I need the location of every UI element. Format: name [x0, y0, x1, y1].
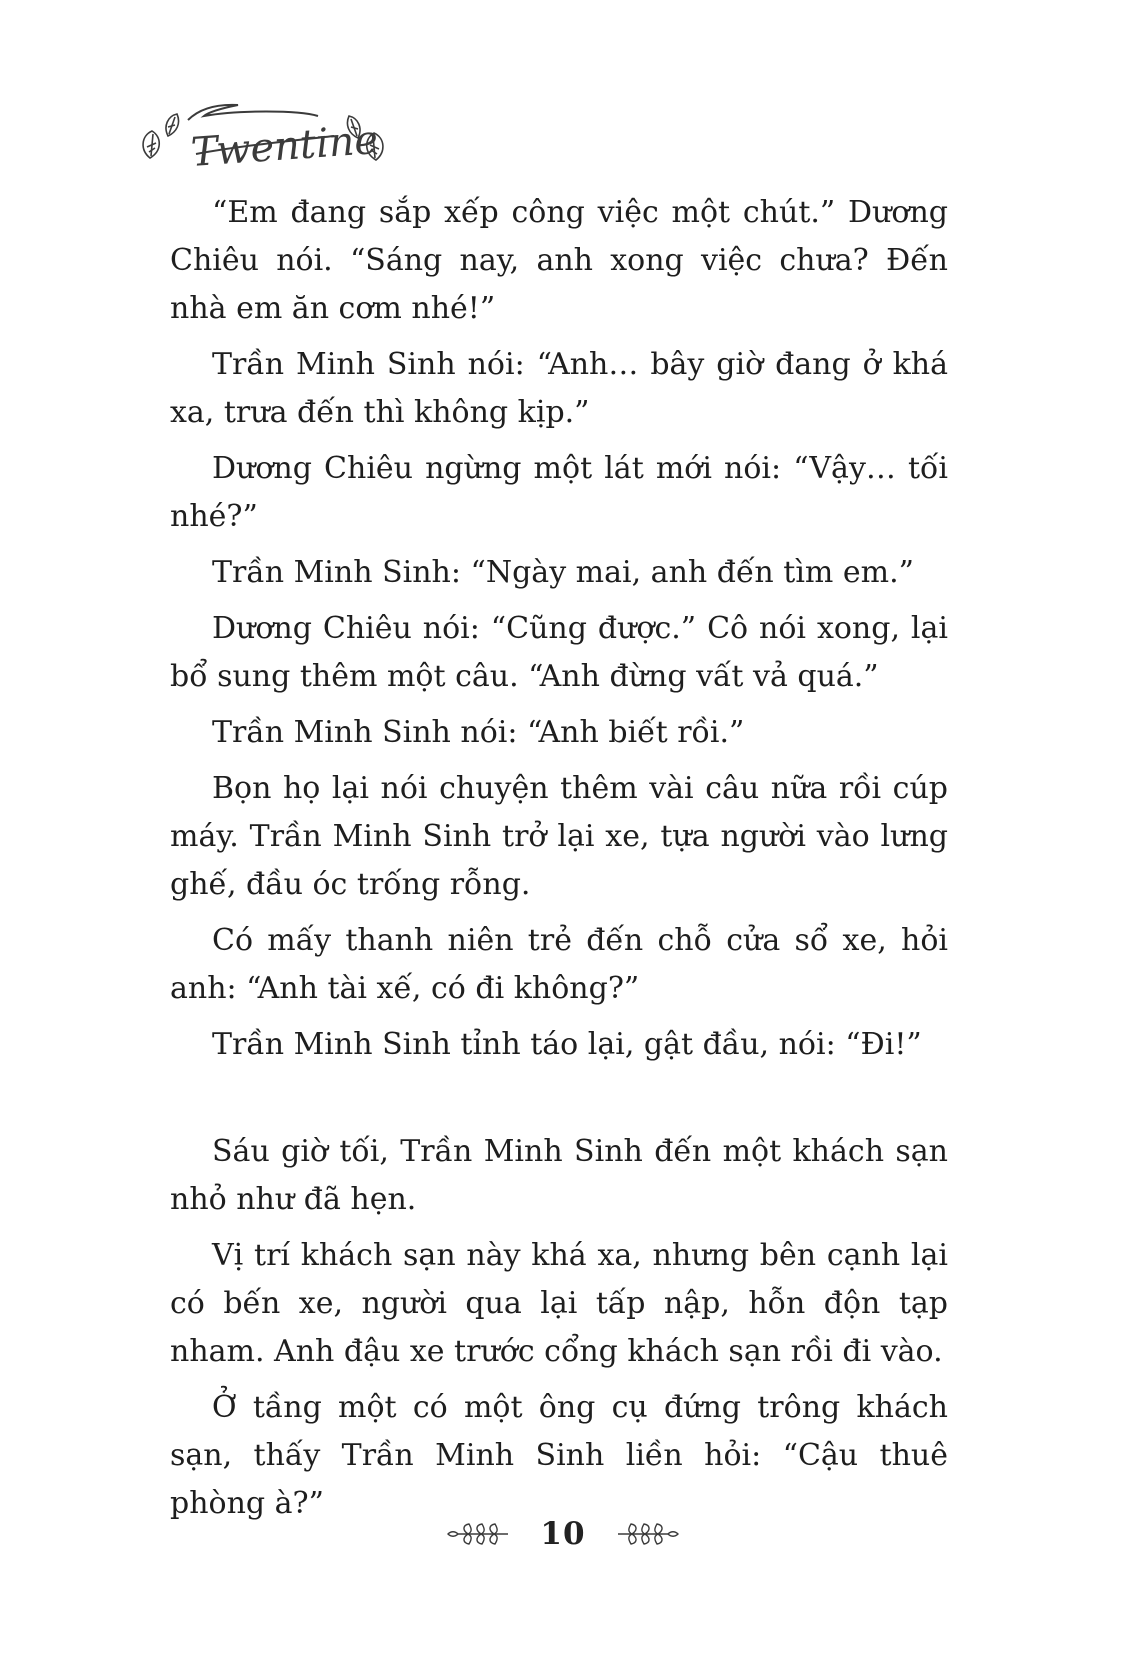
paragraph: “Em đang sắp xếp công việc một chút.” Dương Chiêu nói. “Sáng nay, anh xong việc chưa? Đến nhà em ăn cơm nhé!”	[170, 195, 948, 326]
paragraph: Trần Minh Sinh tỉnh táo lại, gật đầu, nói: “Đi!”	[212, 1027, 922, 1062]
paragraph: Trần Minh Sinh nói: “Anh… bây giờ đang ở khá xa, trưa đến thì không kịp.”	[170, 347, 948, 430]
page-number: 10	[540, 1516, 586, 1552]
paragraph: Bọn họ lại nói chuyện thêm vài câu nữa rồi cúp máy. Trần Minh Sinh trở lại xe, tựa người vào lưng ghế, đầu óc trống rỗng.	[170, 771, 948, 902]
logo-text: Twentine	[189, 117, 380, 176]
footer-ornament-left-icon	[446, 1522, 510, 1546]
paragraph: Vị trí khách sạn này khá xa, nhưng bên cạnh lại có bến xe, người qua lại tấp nập, hỗn độn tạp nham. Anh đậu xe trước cổng khách sạn rồi đi vào.	[170, 1238, 948, 1369]
page-header	[138, 98, 388, 190]
body-text	[170, 189, 948, 1536]
page-footer	[0, 1506, 1126, 1562]
header-leaf-left-icon	[143, 114, 178, 158]
paragraph: Ở tầng một có một ông cụ đứng trông khách sạn, thấy Trần Minh Sinh liền hỏi: “Cậu thuê phòng à?”	[170, 1390, 948, 1521]
paragraph: Trần Minh Sinh nói: “Anh biết rồi.”	[212, 715, 745, 750]
footer-ornament-right-icon	[616, 1522, 680, 1546]
paragraph: Trần Minh Sinh: “Ngày mai, anh đến tìm em.”	[212, 555, 914, 590]
twentine-logo	[138, 98, 388, 190]
paragraph: Có mấy thanh niên trẻ đến chỗ cửa sổ xe, hỏi anh: “Anh tài xế, có đi không?”	[170, 923, 948, 1006]
paragraph: Dương Chiêu nói: “Cũng được.” Cô nói xong, lại bổ sung thêm một câu. “Anh đừng vất vả quá.”	[170, 611, 948, 694]
paragraph: Sáu giờ tối, Trần Minh Sinh đến một khách sạn nhỏ như đã hẹn.	[170, 1134, 948, 1217]
paragraph: Dương Chiêu ngừng một lát mới nói: “Vậy… tối nhé?”	[170, 451, 948, 534]
